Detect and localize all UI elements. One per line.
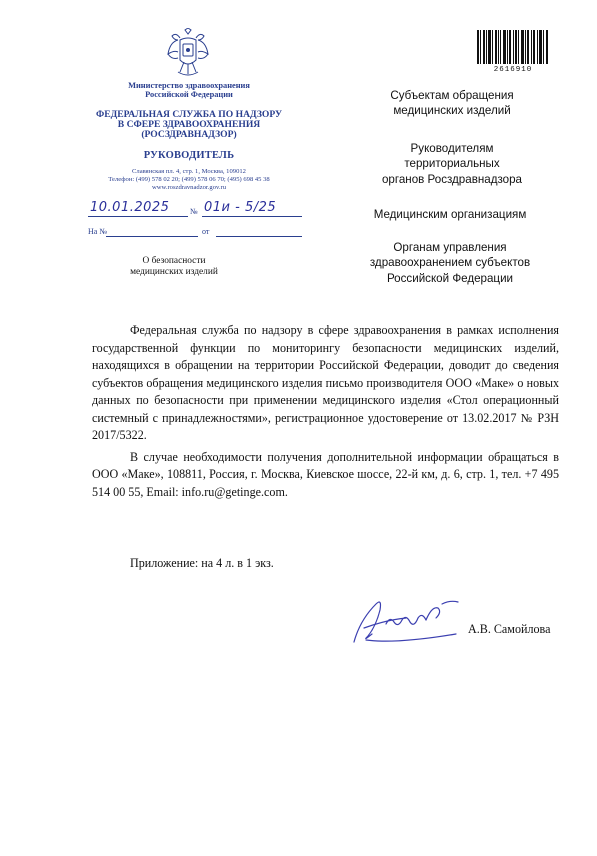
subject-line-2: медицинских изделий: [130, 266, 218, 277]
addressee-line: Руководителям: [410, 142, 494, 155]
signatory-name: А.В. Самойлова: [468, 622, 551, 636]
body-paragraph-2: В случае необходимости получения дополнительной информации обращаться в ООО «Маке», 108811, Россия, г. Москва, Киевское шоссе, 22-й км, д. 6, стр. 1, тел. +7 495 514 00 55, Email: info.ru@getinge.com.: [92, 449, 559, 499]
addressee-line: Органам управления: [393, 241, 507, 254]
coat-of-arms-icon: [166, 28, 210, 78]
addressee-line: Медицинским организациям: [373, 208, 527, 221]
addressee-line: Субъектам обращения: [390, 89, 514, 102]
number-line: [202, 216, 302, 217]
addressee-line: территориальных: [404, 157, 500, 171]
phone-numbers: Телефон: (499) 578 02 20; (499) 578 06 70; (495) 698 45 38: [108, 176, 270, 184]
service-name: [70, 110, 308, 140]
handwritten-signature: [346, 590, 466, 650]
from-label: от: [202, 227, 210, 236]
service-line-1: ФЕДЕРАЛЬНАЯ СЛУЖБА ПО НАДЗОРУ: [95, 109, 283, 120]
body-paragraph-1: Федеральная служба по надзору в сфере здравоохранения в рамках исполнения государственной функции по мониторингу безопасности медицинских изделий, находящихся в обращении на территории Российской Федерации, доводит до сведения субъектов обращения медицинского изделия письмо производителя ООО «Маке» о новых данных по безопасности при применении медицинского изделия «Стол операционный системный с принадлежностями», регистрационное удостоверение от 13.02.2017 № РЗН 2017/5322.: [92, 323, 559, 443]
addressee-line: здравоохранением субъектов: [369, 256, 531, 270]
ministry-line-1: Министерство здравоохранения: [128, 81, 250, 90]
appendix-note: Приложение: на 4 л. в 1 экз.: [130, 556, 274, 570]
addressee-3: [344, 207, 556, 222]
ministry-name: [70, 82, 308, 100]
letter-subject: [104, 256, 244, 278]
letter-date: 10.01.2025: [90, 200, 170, 215]
number-sign: №: [190, 207, 198, 216]
contact-block: [70, 168, 308, 193]
service-line-3: (РОСЗДРАВНАДЗОР): [141, 129, 237, 141]
addressee-line: Российской Федерации: [386, 271, 514, 285]
addressee-1: [352, 88, 552, 119]
head-title: РУКОВОДИТЕЛЬ: [143, 150, 235, 161]
website: www.roszdravnadzor.gov.ru: [151, 184, 227, 192]
ref-number-line: [106, 236, 198, 237]
ref-date-line: [216, 236, 302, 237]
addressee-2: [352, 141, 552, 187]
date-line: [88, 216, 188, 217]
barcode: [477, 30, 549, 64]
letter-body: [92, 322, 559, 505]
service-line-2: В СФЕРЕ ЗДРАВООХРАНЕНИЯ: [117, 119, 261, 131]
ministry-line-2: Российской Федерации: [145, 89, 233, 99]
postal-address: Славянская пл. 4, стр. 1, Москва, 109012: [132, 168, 246, 175]
barcode-number: 2616910: [493, 66, 533, 74]
subject-line-1: О безопасности: [142, 256, 206, 266]
addressee-line: органов Росздравнадзора: [381, 172, 523, 186]
addressee-4: [344, 240, 556, 286]
addressee-line: медицинских изделий: [393, 104, 511, 118]
ref-label: На №: [88, 227, 107, 236]
letter-number: 01и - 5/25: [204, 200, 277, 215]
